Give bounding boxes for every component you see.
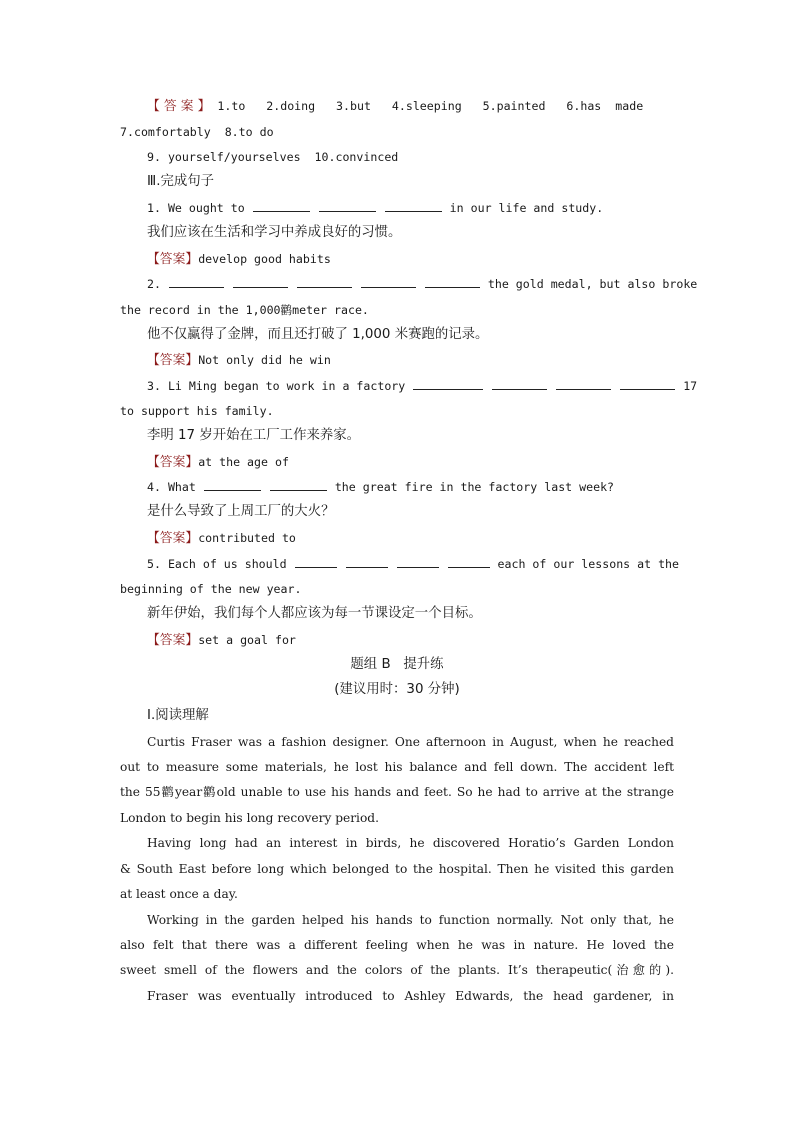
question-3-translation: 李明 17 岁开始在工厂工作来养家。 <box>147 428 361 443</box>
reading-line: Curtis Fraser was a fashion designer. One afternoon in August, when he reached <box>147 735 674 749</box>
question-4-suffix: the great fire in the factory last week? <box>334 480 615 494</box>
answer-tag: 【 答 案 】 <box>147 99 211 114</box>
question-1-suffix: in our life and study. <box>449 201 604 215</box>
reading-line: Working in the garden helped his hands to function normally. Not only that, he <box>147 913 674 927</box>
answer-blank <box>319 200 376 212</box>
question-3-prefix: 3. Li Ming began to work in a factory <box>147 379 406 393</box>
answer-blank <box>425 276 480 288</box>
reading-line: the 55鹳year鹳old unable to use his hands and feet. So he had to arrive at the strange <box>120 785 674 799</box>
reading-line: also felt that there was a different feeling when he was in nature. He loved the <box>120 938 674 952</box>
question-1-translation: 我们应该在生活和学习中养成良好的习惯。 <box>147 225 402 240</box>
question-2-suffix: the gold medal, but also broke <box>487 277 698 291</box>
answer-blank <box>270 479 327 491</box>
answer-blank <box>361 276 416 288</box>
question-5-translation: 新年伊始，我们每个人都应该为每一节课设定一个目标。 <box>147 606 482 621</box>
question-4-answer-text: contributed to <box>198 531 296 545</box>
answer-blank <box>385 200 442 212</box>
question-5-answer <box>147 632 674 649</box>
reading-line: Having long had an interest in birds, he discovered Horatio’s Garden London <box>147 836 674 850</box>
reading-line: Fraser was eventually introduced to Ashley Edwards, the head gardener, in <box>147 989 674 1003</box>
question-3-answer-text: at the age of <box>198 455 289 469</box>
question-3-line-2: to support his family. <box>120 404 274 418</box>
question-3-suffix: 17 <box>683 379 698 393</box>
question-5 <box>147 556 680 572</box>
reading-line: London to begin his long recovery period. <box>120 811 379 825</box>
answer-blank <box>620 378 675 390</box>
question-1-answer <box>147 251 674 268</box>
question-5-prefix: 5. Each of us should <box>147 557 287 571</box>
answer-text: 1.to 2.doing 3.but 4.sleeping 5.painted 6.has made <box>217 99 644 113</box>
group-b-title: 题组 B 提升练 <box>350 657 444 672</box>
section-heading-reading: Ⅰ.阅读理解 <box>147 708 209 723</box>
reading-line: out to measure some materials, he lost his balance and fell down. The accident left <box>120 760 674 774</box>
answer-tag: 【答案】 <box>147 252 199 267</box>
question-3 <box>147 378 698 394</box>
answer-blank <box>413 378 483 390</box>
question-4-prefix: 4. What <box>147 480 196 494</box>
question-2-answer <box>147 352 674 369</box>
answer-blank <box>204 479 261 491</box>
question-3-answer <box>147 454 674 471</box>
question-1-answer-text: develop good habits <box>198 252 331 266</box>
question-4 <box>147 479 674 495</box>
reading-line: at least once a day. <box>120 887 238 901</box>
question-2 <box>147 276 698 292</box>
answer-blank <box>253 200 310 212</box>
answer-line-1 <box>147 98 674 115</box>
question-2-line-2: the record in the 1,000鹳meter race. <box>120 303 369 317</box>
answer-blank <box>169 276 224 288</box>
question-2-prefix: 2. <box>147 277 161 291</box>
answer-blank <box>556 378 611 390</box>
question-4-translation: 是什么导致了上周工厂的大火？ <box>147 504 335 519</box>
reading-line: sweet smell of the flowers and the colors of the plants. It’s therapeutic(治愈的). <box>120 963 674 977</box>
question-2-answer-text: Not only did he win <box>198 353 331 367</box>
answer-line-3: 9. yourself/yourselves 10.convinced <box>147 150 399 164</box>
question-2-translation: 他不仅赢得了金牌，而且还打破了 1,000 米赛跑的记录。 <box>147 327 489 342</box>
answer-blank <box>295 556 337 568</box>
question-5-suffix: each of our lessons at the <box>497 557 680 571</box>
answer-blank <box>397 556 439 568</box>
question-5-answer-text: set a goal for <box>198 633 296 647</box>
question-4-answer <box>147 530 674 547</box>
section-heading-complete-sentences: Ⅲ.完成句子 <box>147 174 215 189</box>
group-b-time: (建议用时：30 分钟) <box>334 682 460 697</box>
question-1-prefix: 1. We ought to <box>147 201 245 215</box>
answer-tag: 【答案】 <box>147 633 199 648</box>
answer-blank <box>233 276 288 288</box>
answer-blank <box>346 556 388 568</box>
answer-tag: 【答案】 <box>147 531 199 546</box>
reading-line: & South East before long which belonged to the hospital. Then he visited this garden <box>120 862 674 876</box>
question-1 <box>147 200 674 216</box>
answer-tag: 【答案】 <box>147 455 199 470</box>
question-5-line-2: beginning of the new year. <box>120 582 302 596</box>
answer-tag: 【答案】 <box>147 353 199 368</box>
answer-blank <box>492 378 547 390</box>
answer-blank <box>297 276 352 288</box>
answer-blank <box>448 556 490 568</box>
answer-line-2: 7.comfortably 8.to do <box>120 125 274 139</box>
